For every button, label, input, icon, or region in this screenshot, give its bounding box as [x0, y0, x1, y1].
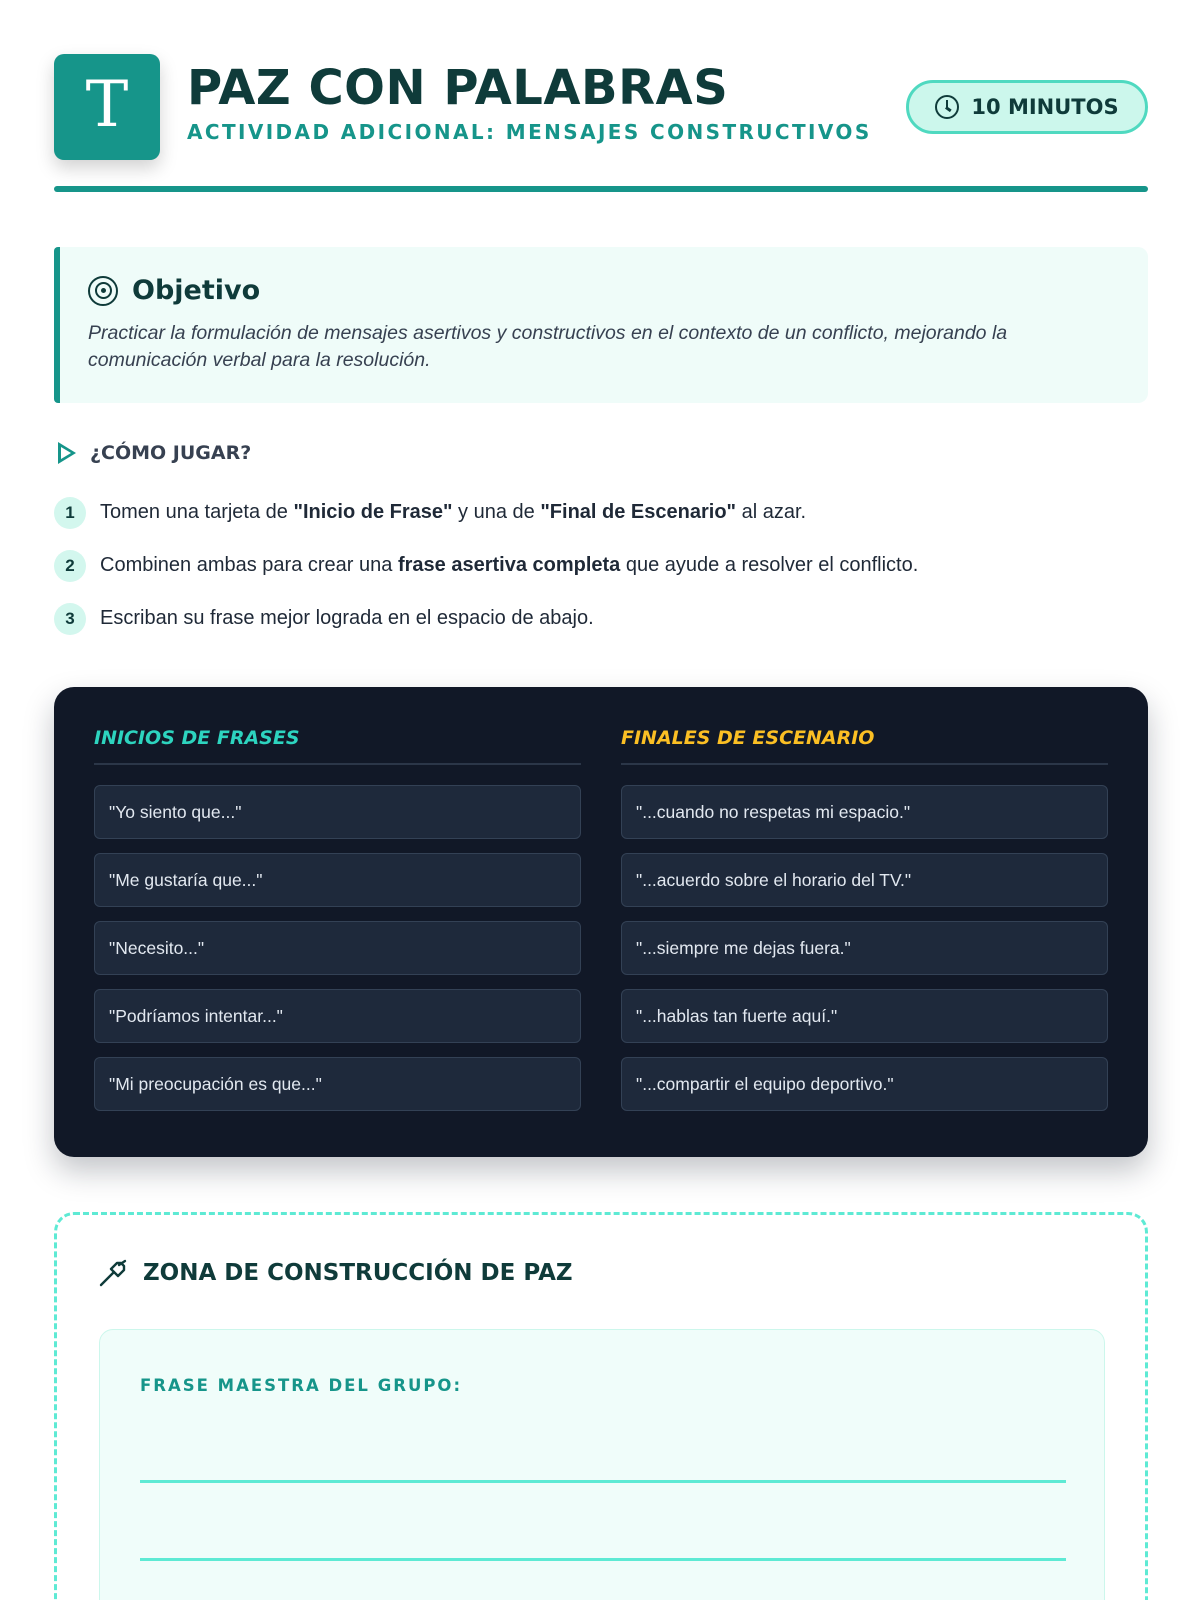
duration-badge: [906, 80, 1148, 134]
how-to-play-section: [54, 438, 1148, 645]
header: [54, 0, 1148, 194]
ending-card: "...siempre me dejas fuera.": [621, 921, 1108, 975]
objective-heading: [88, 275, 1118, 306]
ending-card: "...compartir el equipo deportivo.": [621, 1057, 1108, 1111]
cards-board: [54, 687, 1148, 1157]
play-icon: [58, 442, 76, 464]
ending-card: "...cuando no respetas mi espacio.": [621, 785, 1108, 839]
start-card: "Podríamos intentar...": [94, 989, 581, 1043]
start-card: "Yo siento que...": [94, 785, 581, 839]
step-number: 2: [54, 550, 86, 582]
start-card: "Mi preocupación es que...": [94, 1057, 581, 1111]
master-phrase-label: FRASE MAESTRA DEL GRUPO:: [140, 1376, 463, 1395]
logo-t-icon: [54, 54, 160, 160]
step-number: 1: [54, 497, 86, 529]
ending-card: "...acuerdo sobre el horario del TV.": [621, 853, 1108, 907]
objective-box: [54, 247, 1148, 403]
step-item: [54, 592, 1148, 645]
ending-card: "...hablas tan fuerte aquí.": [621, 989, 1108, 1043]
step-text: Combinen ambas para crear una frase asertiva completa que ayude a resolver el conflicto.: [100, 554, 919, 576]
sentence-starts-column: [94, 727, 581, 1111]
step-item: [54, 539, 1148, 592]
zone-title: ZONA DE CONSTRUCCIÓN DE PAZ: [143, 1260, 573, 1286]
step-text: Escriban su frase mejor lograda en el espacio de abajo.: [100, 607, 594, 629]
header-divider: [54, 186, 1148, 192]
writing-line[interactable]: [140, 1480, 1066, 1483]
clock-icon: [935, 95, 959, 119]
duration-label: 10 MINUTOS: [971, 95, 1119, 119]
scenario-endings-title: FINALES DE ESCENARIO: [621, 727, 1108, 765]
page-subtitle: ACTIVIDAD ADICIONAL: MENSAJES CONSTRUCTIVOS: [187, 120, 872, 144]
sentence-starts-title: INICIOS DE FRASES: [94, 727, 581, 765]
steps-list: [54, 486, 1148, 645]
target-icon: [88, 276, 118, 306]
objective-text: Practicar la formulación de mensajes asertivos y constructivos en el contexto de un conflicto, mejorando la comunicación verbal para la resolución.: [88, 322, 1008, 371]
page-title: PAZ CON PALABRAS: [187, 60, 729, 116]
step-item: [54, 486, 1148, 539]
zone-heading: [97, 1257, 573, 1289]
how-to-play-title: ¿CÓMO JUGAR?: [90, 442, 252, 464]
how-to-play-heading: [54, 438, 1148, 468]
scenario-endings-column: [621, 727, 1108, 1111]
master-phrase-box[interactable]: [99, 1329, 1105, 1600]
start-card: "Necesito...": [94, 921, 581, 975]
start-card: "Me gustaría que...": [94, 853, 581, 907]
step-text: Tomen una tarjeta de "Inicio de Frase" y una de "Final de Escenario" al azar.: [100, 501, 807, 523]
worksheet-page: [54, 0, 1148, 1395]
writing-line[interactable]: [140, 1558, 1066, 1561]
peace-construction-zone: [54, 1212, 1148, 1600]
step-number: 3: [54, 603, 86, 635]
hammer-icon: [97, 1257, 129, 1289]
objective-title: Objetivo: [132, 275, 261, 306]
logo-letter: T: [85, 68, 129, 142]
